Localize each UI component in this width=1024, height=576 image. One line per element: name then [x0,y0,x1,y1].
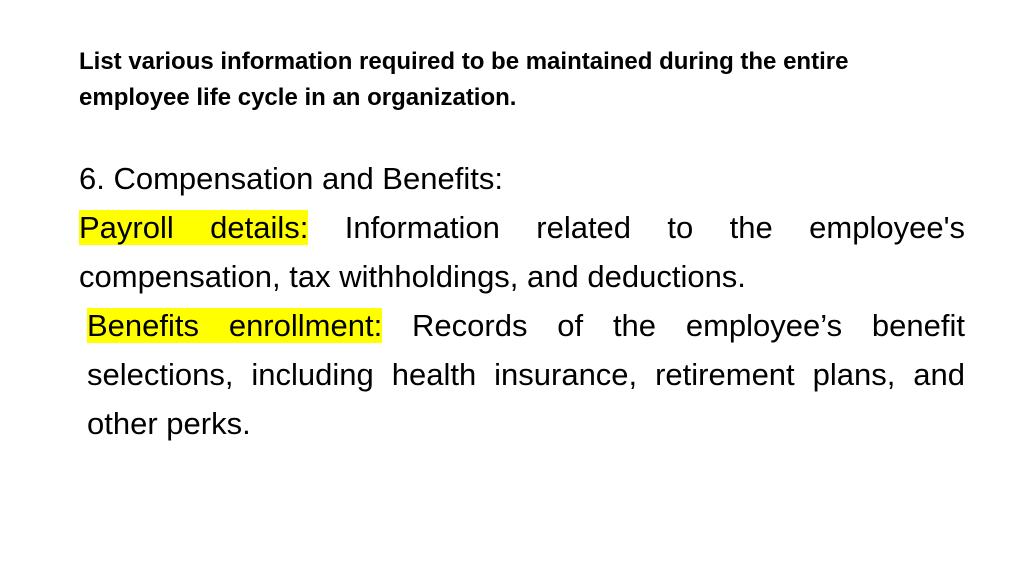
slide-title: List various information required to be maintained during the entire employee life cycle in an organization. [79,48,849,111]
payroll-paragraph [79,203,965,301]
benefits-term-highlight: Benefits enrollment: [87,308,383,343]
section-heading: 6. Compensation and Benefits: [79,161,503,196]
slide-body [79,154,965,448]
payroll-description: Information related to the employee's compensation, tax withholdings, and deductions. [79,210,965,294]
benefits-paragraph [79,301,965,448]
payroll-term-highlight: Payroll details: [79,210,309,245]
benefits-description: Records of the employee’s benefit selections, including health insurance, retirement plans, and other perks. [87,308,965,441]
